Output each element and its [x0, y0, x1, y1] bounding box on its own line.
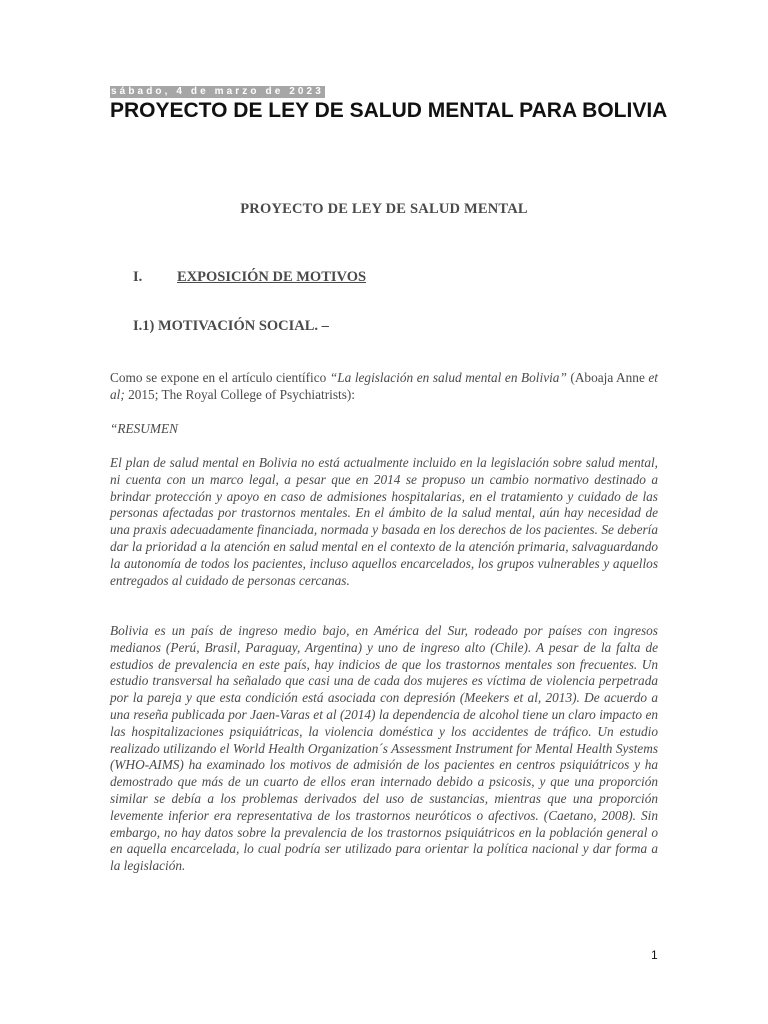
intro-text-3: 2015; The Royal College of Psychiatrists): [124, 386, 355, 402]
article-title: “La legislación en salud mental en Bolivia” [329, 370, 567, 385]
post-title: PROYECTO DE LEY DE SALUD MENTAL PARA BOLIVIA [110, 99, 668, 122]
intro-text-2: (Aboaja Anne [566, 370, 649, 385]
section-number: I. [133, 269, 143, 285]
section-title: EXPOSICIÓN DE MOTIVOS [177, 269, 367, 285]
abstract-paragraph-1: El plan de salud mental en Bolivia no está actualmente incluido en la legislación sobre salud mental, ni cuenta con un marco legal, a pesar que en 2014 se propuso un cambio normativo destinado a brindar protección y apoyo en caso de admisiones hospitalarias, en el tratamiento y cuidado de las personas afectadas por trastornos mentales. En el ámbito de la salud mental, aún hay necesidad de una praxis adecuadamente financiada, normada y basada en los derechos de los pacientes. Se debería dar la prioridad a la atención en salud mental en el contexto de la atención primaria, salvaguardando la autonomía de todos los pacientes, incluso aquellos encarcelados, los grupos vulnerables y aquellos entregados al cuidado de personas cercanas. [110, 455, 658, 588]
resumen-label: “RESUMEN [110, 421, 178, 436]
abstract-paragraph-2: Bolivia es un país de ingreso medio bajo, en América del Sur, rodeado por países con ingresos medianos (Perú, Brasil, Paraguay, Argentina) y uno de ingreso alto (Chile). A pesar de la falta de estudios de prevalencia en este país, hay indicios de que los trastornos mentales son frecuentes. Un estudio transversal ha señalado que casi una de cada dos mujeres es víctima de violencia perpetrada por la pareja y que esta condición está asociada con depresión (Meekers et al, 2013). De acuerdo a una reseña publicada por Jaen-Varas et al (2014) la dependencia de alcohol tiene un claro impacto en las hospitalizaciones psiquiátricas, la violencia doméstica y los accidentes de tráfico. Un estudio realizado utilizando el World Health Organization´s Assessment Instrument for Mental Health Systems (WHO-AIMS) ha examinado los motivos de admisión de los pacientes en centros psiquiátricos y ha demostrado que más de un cuarto de ellos eran internado debido a psicosis, y que una proporción similar se debía a los problemas derivados del uso de sustancias, mientras que una proporción levemente inferior era representativa de los trastornos neuróticos o afectivos. (Caetano, 2008). Sin embargo, no hay datos sobre la prevalencia de los trastornos psiquiátricos en la población general o en aquella encarcelada, lo cual podría ser utilizado para orientar la política nacional y dar forma a la legislación. [110, 623, 658, 874]
post-date: sábado, 4 de marzo de 2023 [111, 86, 324, 97]
document-heading: PROYECTO DE LEY DE SALUD MENTAL [240, 201, 528, 217]
intro-text-1: Como se expone en el artículo científico [110, 370, 330, 385]
et-al-text: et al; [110, 370, 659, 402]
intro-paragraph [110, 370, 658, 404]
page-number: 1 [651, 948, 658, 962]
subsection-title: I.1) MOTIVACIÓN SOCIAL. – [133, 318, 329, 334]
